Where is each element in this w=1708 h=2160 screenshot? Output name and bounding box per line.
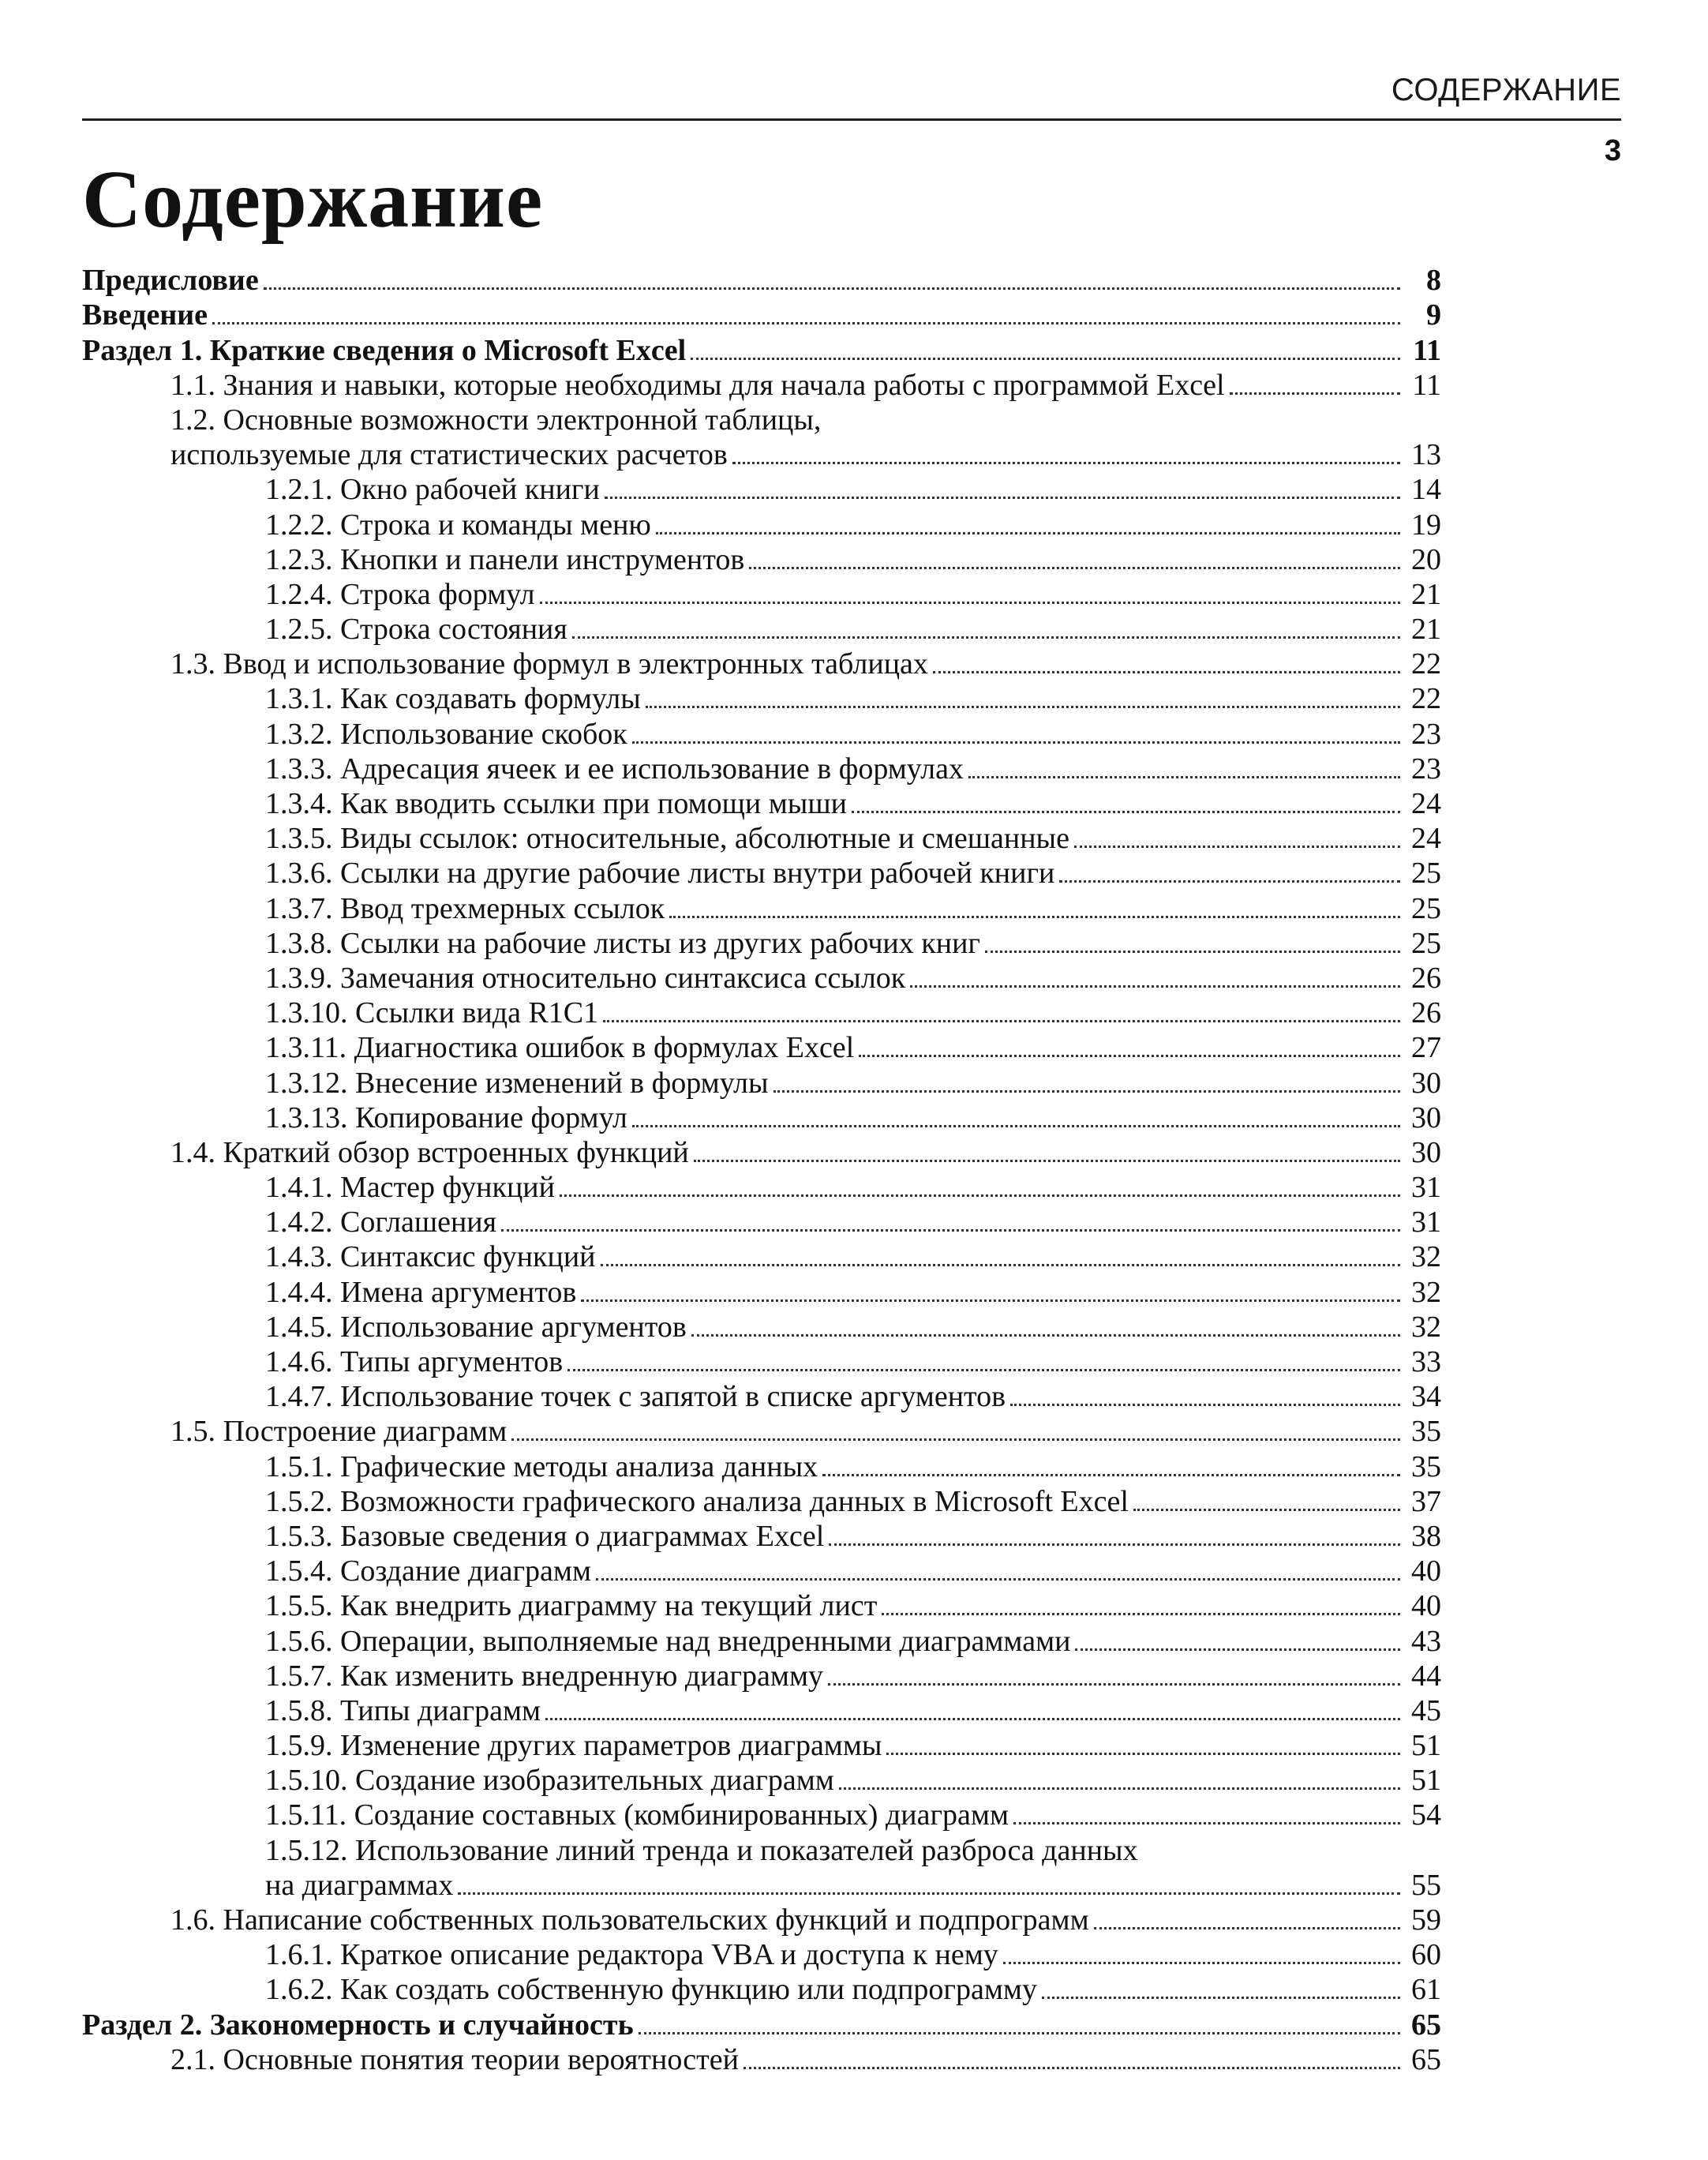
- toc-entry-title: 1.3.4. Как вводить ссылки при помощи мыши: [265, 787, 847, 820]
- toc-dot-leader: [669, 916, 1400, 918]
- toc-entry-title: Раздел 1. Краткие сведения о Microsoft Excel: [82, 333, 687, 367]
- toc-entry-title: Введение: [82, 298, 208, 332]
- toc-entry-title: 1.3.3. Адресация ячеек и ее использование в формулах: [265, 752, 964, 786]
- toc-entry: [82, 263, 1441, 298]
- toc-entry-title: Предисловие: [82, 264, 259, 298]
- toc-entry: [82, 577, 1441, 612]
- toc-entry-page: 34: [1411, 1380, 1441, 1414]
- toc-entry-page: 25: [1411, 891, 1441, 925]
- toc-entry: [82, 1065, 1441, 1100]
- toc-dot-leader: [632, 741, 1400, 744]
- toc-entry-page: 27: [1411, 1031, 1441, 1065]
- toc-entry-page: 31: [1411, 1206, 1441, 1239]
- toc-dot-leader: [694, 1160, 1400, 1162]
- toc-dot-leader: [1010, 1404, 1400, 1406]
- toc-entry-page: 30: [1411, 1135, 1441, 1169]
- toc-entry-title: 1.6.2. Как создать собственную функцию или подпрограмму: [265, 1973, 1037, 2007]
- toc-entry: [82, 681, 1441, 716]
- header-rule: [82, 118, 1621, 121]
- toc-entry-title: 1.5.2. Возможности графического анализа данных в Microsoft Excel: [265, 1484, 1129, 1518]
- toc-entry: [82, 1414, 1441, 1449]
- toc-entry: [82, 1728, 1441, 1763]
- toc-entry-title: 1.5.12. Использование линий тренда и показателей разброса данных: [265, 1833, 1138, 1867]
- toc-entry: [82, 1659, 1441, 1693]
- toc-entry: [82, 961, 1441, 996]
- toc-entry: [82, 507, 1441, 542]
- toc-entry-page: 11: [1412, 368, 1441, 402]
- toc-entry: [82, 647, 1441, 681]
- toc-entry-page: 21: [1411, 613, 1441, 647]
- toc-dot-leader: [603, 1020, 1400, 1022]
- toc-dot-leader: [1075, 1648, 1400, 1651]
- toc-entry-title: 1.6. Написание собственных пользовательских функций и подпрограмм: [170, 1903, 1089, 1937]
- toc-dot-leader: [501, 1229, 1400, 1232]
- toc-entry-page: 32: [1411, 1240, 1441, 1274]
- toc-dot-leader: [859, 1055, 1400, 1057]
- toc-entry-title: используемые для статистических расчетов: [170, 438, 728, 472]
- toc-entry: [82, 1903, 1441, 1937]
- toc-dot-leader: [212, 322, 1400, 324]
- toc-entry: [82, 1344, 1441, 1379]
- toc-entry: [82, 1310, 1441, 1344]
- toc-dot-leader: [968, 776, 1400, 778]
- toc-entry-page: 8: [1426, 264, 1441, 298]
- toc-entry-title: 1.3.9. Замечания относительно синтаксиса ссылок: [265, 961, 906, 995]
- toc-entry: [82, 542, 1441, 577]
- toc-entry-title: 1.5.7. Как изменить внедренную диаграмму: [265, 1659, 823, 1693]
- toc-dot-leader: [572, 636, 1400, 639]
- toc-entry: [82, 2042, 1441, 2077]
- toc-entry: [82, 891, 1441, 925]
- toc-entry-title: 1.3.5. Виды ссылок: относительные, абсолютные и смешанные: [265, 822, 1069, 856]
- toc-dot-leader: [511, 1438, 1400, 1441]
- toc-entry-title: 1.5.1. Графические методы анализа данных: [265, 1449, 818, 1483]
- toc-entry: [82, 1449, 1441, 1483]
- toc-entry-page: 60: [1411, 1938, 1441, 1972]
- toc-entry-page: 59: [1411, 1903, 1441, 1937]
- toc-dot-leader: [567, 1369, 1400, 1371]
- toc-entry: [82, 1274, 1441, 1309]
- toc-dot-leader: [839, 1787, 1400, 1790]
- toc-entry: [82, 403, 1441, 437]
- toc-entry: [82, 1937, 1441, 1972]
- toc-dot-leader: [560, 1194, 1400, 1197]
- toc-entry-page: 30: [1411, 1101, 1441, 1134]
- toc-entry-title: 1.5.4. Создание диаграмм: [265, 1554, 591, 1588]
- toc-entry-page: 31: [1411, 1171, 1441, 1205]
- running-head-title: СОДЕРЖАНИЕ: [1391, 73, 1621, 107]
- toc-dot-leader: [656, 532, 1400, 534]
- toc-dot-leader: [605, 497, 1400, 499]
- toc-entry-page: 23: [1411, 717, 1441, 751]
- toc-entry-page: 65: [1411, 2008, 1441, 2042]
- toc-entry-page: 14: [1411, 473, 1441, 507]
- toc-dot-leader: [1003, 1962, 1400, 1964]
- toc-entry: [82, 1588, 1441, 1623]
- toc-entry-page: 24: [1411, 787, 1441, 820]
- toc-dot-leader: [632, 1125, 1400, 1127]
- toc-entry-title: 1.4.6. Типы аргументов: [265, 1345, 564, 1378]
- toc-dot-leader: [882, 1613, 1400, 1615]
- toc-entry-title: 1.3.7. Ввод трехмерных ссылок: [265, 891, 665, 925]
- toc-entry-title: 2.1. Основные понятия теории вероятностей: [170, 2042, 739, 2076]
- toc-entry-title: 1.4.2. Соглашения: [265, 1206, 497, 1239]
- toc-entry: [82, 1519, 1441, 1554]
- toc-dot-leader: [596, 1578, 1400, 1581]
- toc-entry: [82, 1239, 1441, 1274]
- toc-entry-title: 1.5.8. Типы диаграмм: [265, 1693, 541, 1727]
- toc-entry-title: 1.3.2. Использование скобок: [265, 717, 627, 751]
- table-of-contents: [82, 263, 1441, 2077]
- toc-dot-leader: [601, 1264, 1400, 1266]
- toc-entry: [82, 1030, 1441, 1065]
- toc-entry: [82, 1170, 1441, 1205]
- toc-entry: [82, 1379, 1441, 1414]
- toc-entry-title: 1.5.6. Операции, выполняемые над внедренными диаграммами: [265, 1624, 1071, 1658]
- toc-entry-page: 38: [1411, 1519, 1441, 1553]
- toc-entry: [82, 1763, 1441, 1798]
- toc-dot-leader: [1059, 880, 1400, 883]
- toc-dot-leader: [639, 2032, 1400, 2034]
- toc-entry: [82, 472, 1441, 507]
- toc-entry: [82, 298, 1441, 332]
- toc-entry-title: 1.4.3. Синтаксис функций: [265, 1240, 596, 1274]
- toc-dot-leader: [1230, 392, 1400, 395]
- toc-entry-title: 1.3. Ввод и использование формул в электронных таблицах: [170, 647, 928, 681]
- toc-dot-leader: [933, 671, 1400, 673]
- page-number: 3: [1604, 134, 1621, 167]
- toc-entry-page: 20: [1411, 542, 1441, 576]
- toc-entry-page: 35: [1411, 1449, 1441, 1483]
- toc-entry-page: 44: [1411, 1659, 1441, 1693]
- toc-entry-page: 33: [1411, 1345, 1441, 1378]
- toc-entry-title: 1.3.11. Диагностика ошибок в формулах Excel: [265, 1031, 855, 1065]
- toc-entry-title: 1.4.5. Использование аргументов: [265, 1310, 687, 1344]
- toc-entry-title: 1.4. Краткий обзор встроенных функций: [170, 1135, 689, 1169]
- toc-entry: [82, 1868, 1441, 1903]
- toc-entry-title: 1.5.3. Базовые сведения о диаграммах Excel: [265, 1519, 825, 1553]
- toc-entry-page: 45: [1411, 1693, 1441, 1727]
- toc-entry-page: 9: [1426, 298, 1441, 332]
- toc-entry-title: 1.4.4. Имена аргументов: [265, 1275, 577, 1309]
- toc-entry: [82, 2007, 1441, 2042]
- toc-entry: [82, 1623, 1441, 1658]
- toc-dot-leader: [822, 1474, 1400, 1476]
- toc-entry-title: на диаграммах: [265, 1868, 454, 1902]
- toc-entry-title: 1.2.4. Строка формул: [265, 577, 535, 611]
- toc-dot-leader: [691, 358, 1400, 360]
- toc-entry-title: 1.2.1. Окно рабочей книги: [265, 473, 600, 507]
- toc-entry: [82, 1972, 1441, 2007]
- toc-entry-page: 30: [1411, 1066, 1441, 1100]
- toc-entry-title: 1.6.1. Краткое описание редактора VBA и доступа к нему: [265, 1938, 998, 1972]
- toc-dot-leader: [828, 1683, 1400, 1686]
- toc-dot-leader: [1042, 1997, 1400, 1999]
- toc-entry-page: 25: [1411, 926, 1441, 960]
- toc-entry-page: 55: [1411, 1868, 1441, 1902]
- toc-dot-leader: [545, 1718, 1400, 1720]
- toc-entry: [82, 1135, 1441, 1170]
- toc-entry-title: 1.3.6. Ссылки на другие рабочие листы внутри рабочей книги: [265, 857, 1055, 891]
- toc-entry: [82, 1101, 1441, 1135]
- toc-dot-leader: [910, 985, 1400, 988]
- toc-entry-page: 11: [1413, 333, 1441, 367]
- toc-entry-title: 1.3.8. Ссылки на рабочие листы из других рабочих книг: [265, 926, 980, 960]
- toc-dot-leader: [1074, 846, 1400, 848]
- toc-entry: [82, 856, 1441, 891]
- toc-dot-leader: [1094, 1927, 1400, 1929]
- toc-entry-page: 19: [1411, 508, 1441, 542]
- toc-entry-title: 1.5.9. Изменение других параметров диаграммы: [265, 1729, 882, 1763]
- toc-entry-title: 1.2. Основные возможности электронной таблицы,: [170, 403, 822, 437]
- toc-entry: [82, 716, 1441, 751]
- toc-entry: [82, 1798, 1441, 1832]
- toc-entry-title: 1.4.7. Использование точек с запятой в списке аргументов: [265, 1380, 1006, 1414]
- toc-entry-page: 65: [1411, 2042, 1441, 2076]
- toc-entry-title: 1.2.3. Кнопки и панели инструментов: [265, 542, 745, 576]
- toc-entry-page: 26: [1411, 996, 1441, 1030]
- toc-dot-leader: [749, 567, 1400, 569]
- toc-dot-leader: [985, 951, 1400, 953]
- toc-entry-page: 40: [1411, 1554, 1441, 1588]
- toc-entry: [82, 996, 1441, 1030]
- toc-entry-page: 22: [1411, 682, 1441, 716]
- toc-dot-leader: [886, 1753, 1400, 1755]
- toc-entry-page: 35: [1411, 1415, 1441, 1449]
- toc-entry-page: 61: [1411, 1973, 1441, 2007]
- toc-entry-title: Раздел 2. Закономерность и случайность: [82, 2008, 634, 2042]
- toc-entry-title: 1.3.12. Внесение изменений в формулы: [265, 1066, 769, 1100]
- toc-dot-leader: [581, 1299, 1400, 1302]
- toc-dot-leader: [773, 1090, 1400, 1093]
- toc-dot-leader: [264, 287, 1400, 290]
- toc-dot-leader: [732, 462, 1400, 464]
- toc-entry-page: 51: [1411, 1729, 1441, 1763]
- toc-entry: [82, 1693, 1441, 1728]
- page-title: Содержание: [82, 154, 544, 245]
- toc-entry: [82, 368, 1441, 403]
- toc-entry: [82, 332, 1441, 367]
- toc-entry-page: 24: [1411, 822, 1441, 856]
- toc-entry-title: 1.3.10. Ссылки вида R1C1: [265, 996, 599, 1030]
- toc-entry-title: 1.3.1. Как создавать формулы: [265, 682, 641, 716]
- toc-entry: [82, 437, 1441, 472]
- toc-entry-page: 37: [1411, 1484, 1441, 1518]
- toc-entry-title: 1.5.5. Как внедрить диаграмму на текущий лист: [265, 1589, 878, 1623]
- toc-entry-title: 1.1. Знания и навыки, которые необходимы для начала работы с программой Excel: [170, 368, 1225, 402]
- toc-entry-page: 22: [1411, 647, 1441, 681]
- toc-dot-leader: [1133, 1509, 1400, 1511]
- toc-entry-title: 1.4.1. Мастер функций: [265, 1171, 555, 1205]
- toc-dot-leader: [458, 1892, 1400, 1895]
- toc-dot-leader: [852, 811, 1400, 813]
- toc-entry-page: 32: [1411, 1275, 1441, 1309]
- toc-entry-page: 43: [1411, 1624, 1441, 1658]
- toc-dot-leader: [744, 2067, 1400, 2069]
- toc-dot-leader: [691, 1334, 1400, 1337]
- toc-entry: [82, 1484, 1441, 1519]
- toc-dot-leader: [646, 706, 1400, 708]
- toc-entry-title: 1.2.2. Строка и команды меню: [265, 508, 651, 542]
- toc-entry: [82, 1554, 1441, 1588]
- toc-entry-page: 21: [1411, 577, 1441, 611]
- toc-entry: [82, 821, 1441, 856]
- toc-entry: [82, 786, 1441, 821]
- toc-entry-title: 1.2.5. Строка состояния: [265, 613, 567, 647]
- toc-dot-leader: [540, 602, 1400, 604]
- toc-entry-page: 25: [1411, 857, 1441, 891]
- toc-entry: [82, 1832, 1441, 1867]
- toc-dot-leader: [829, 1543, 1400, 1546]
- toc-entry-title: 1.5.10. Создание изобразительных диаграмм: [265, 1764, 834, 1798]
- toc-entry-title: 1.3.13. Копирование формул: [265, 1101, 627, 1134]
- toc-entry-page: 40: [1411, 1589, 1441, 1623]
- toc-dot-leader: [1013, 1822, 1400, 1824]
- toc-entry: [82, 612, 1441, 647]
- toc-entry: [82, 926, 1441, 961]
- toc-entry-page: 13: [1411, 438, 1441, 472]
- toc-entry-title: 1.5. Построение диаграмм: [170, 1415, 508, 1449]
- toc-entry-title: 1.5.11. Создание составных (комбинированных) диаграмм: [265, 1798, 1009, 1832]
- toc-entry-page: 54: [1411, 1798, 1441, 1832]
- toc-entry-page: 26: [1411, 961, 1441, 995]
- toc-entry-page: 51: [1411, 1764, 1441, 1798]
- toc-entry: [82, 1205, 1441, 1239]
- toc-entry: [82, 752, 1441, 786]
- toc-entry-page: 32: [1411, 1310, 1441, 1344]
- toc-entry-page: 23: [1411, 752, 1441, 786]
